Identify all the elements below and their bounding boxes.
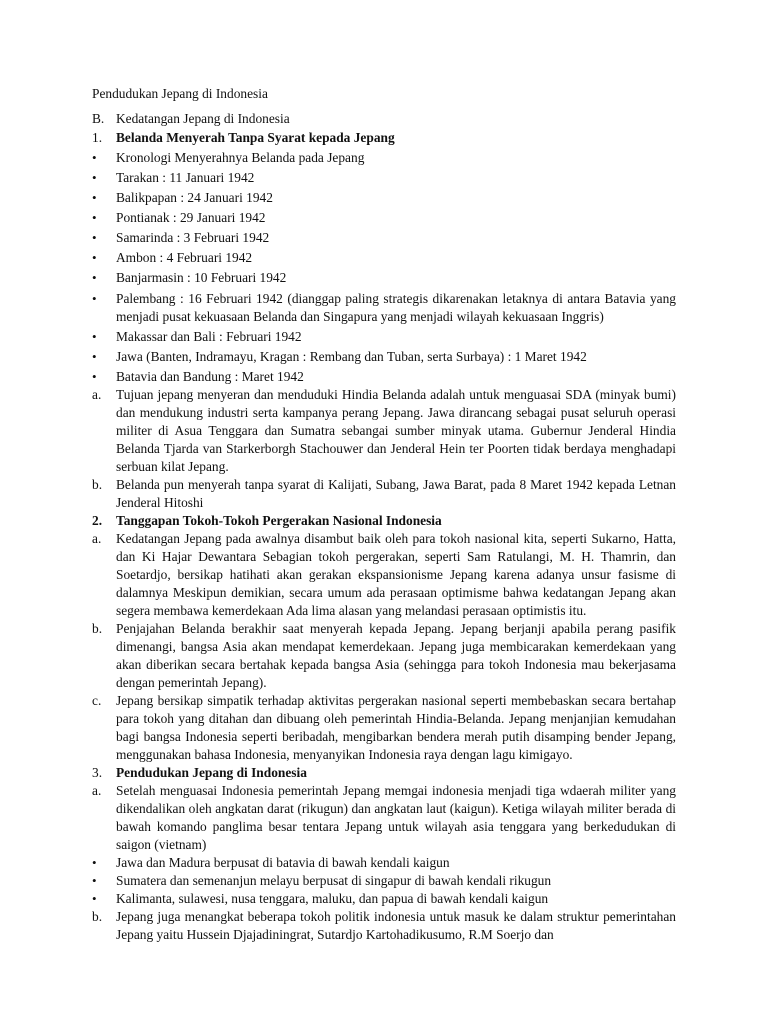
item-text: Pontianak : 29 Januari 1942 bbox=[116, 210, 266, 225]
bullet-item bbox=[92, 229, 676, 247]
item-text: Belanda Menyerah Tanpa Syarat kepada Jepang bbox=[116, 130, 395, 145]
item-text: Tarakan : 11 Januari 1942 bbox=[116, 170, 255, 185]
list-marker: a. bbox=[92, 531, 102, 546]
item-text: Kronologi Menyerahnya Belanda pada Jepang bbox=[116, 150, 365, 165]
bullet-marker: • bbox=[92, 250, 97, 265]
list-item bbox=[92, 692, 676, 764]
bullet-marker: • bbox=[92, 349, 97, 364]
bullet-marker: • bbox=[92, 150, 97, 165]
list-marker: 2. bbox=[92, 513, 103, 528]
item-text: Kedatangan Jepang pada awalnya disambut baik oleh para tokoh nasional kita, seperti Sukarno, Hatta, dan Ki Hajar Dewantara Sebagian tokoh pergerakan, seperti Sam Ratulangi, M. H. Thamrin, dan Soetardjo, bersikap hatihati akan gerakan ekspansionisme Jepang karena adanya unsur fasisme di dalamnya Meskipun demikian, secara umum ada perasaan optimisme bahwa kedatangan Jepang akan segera membawa kemerdekaan Ada lima alasan yang melandasi perasaan optimistis itu. bbox=[116, 531, 676, 618]
bullet-marker: • bbox=[92, 270, 97, 285]
list-item bbox=[92, 386, 676, 476]
bullet-item bbox=[92, 189, 676, 207]
list-item bbox=[92, 908, 676, 944]
bullet-item bbox=[92, 890, 676, 908]
bullet-marker: • bbox=[92, 369, 97, 384]
list-item bbox=[92, 129, 676, 147]
item-text: Ambon : 4 Februari 1942 bbox=[116, 250, 253, 265]
item-text: Belanda pun menyerah tanpa syarat di Kalijati, Subang, Jawa Barat, pada 8 Maret 1942 kepada Letnan Jenderal Hitoshi bbox=[116, 477, 676, 510]
bullet-item bbox=[92, 209, 676, 227]
list-marker: 1. bbox=[92, 130, 103, 145]
document-body bbox=[92, 110, 676, 944]
bullet-marker: • bbox=[92, 873, 97, 888]
item-text: Kedatangan Jepang di Indonesia bbox=[116, 111, 290, 126]
item-text: Pendudukan Jepang di Indonesia bbox=[116, 765, 307, 780]
list-marker: b. bbox=[92, 909, 103, 924]
bullet-item bbox=[92, 249, 676, 267]
item-text: Samarinda : 3 Februari 1942 bbox=[116, 230, 270, 245]
list-item bbox=[92, 620, 676, 692]
list-item bbox=[92, 782, 676, 854]
item-text: Tanggapan Tokoh-Tokoh Pergerakan Nasional Indonesia bbox=[116, 513, 442, 528]
item-text: Batavia dan Bandung : Maret 1942 bbox=[116, 369, 304, 384]
item-text: Penjajahan Belanda berakhir saat menyerah kepada Jepang. Jepang berjanji apabila perang pasifik dimenangi, bangsa Asia akan mendapat kemerdekaan. Jepang juga membicarakan kemerdekaan yang akan diberikan secara bertahak kepada bangsa Asia (sehingga para tokoh Indonesia mau bekerjasama dengan pemerintah Jepang). bbox=[116, 621, 676, 690]
document-title: Pendudukan Jepang di Indonesia bbox=[92, 86, 268, 101]
bullet-item bbox=[92, 149, 676, 167]
list-item bbox=[92, 110, 676, 128]
list-marker: b. bbox=[92, 621, 103, 636]
bullet-marker: • bbox=[92, 170, 97, 185]
bullet-item bbox=[92, 348, 676, 366]
item-text: Sumatera dan semenanjun melayu berpusat di singapur di bawah kendali rikugun bbox=[116, 873, 552, 888]
bullet-item bbox=[92, 169, 676, 187]
list-marker: a. bbox=[92, 783, 102, 798]
item-text: Kalimanta, sulawesi, nusa tenggara, maluku, dan papua di bawah kendali kaigun bbox=[116, 891, 549, 906]
item-text: Balikpapan : 24 Januari 1942 bbox=[116, 190, 273, 205]
list-marker: b. bbox=[92, 477, 103, 492]
list-item bbox=[92, 530, 676, 620]
item-text: Jepang juga menangkat beberapa tokoh politik indonesia untuk masuk ke dalam struktur pemerintahan Jepang yaitu Hussein Djajadiningrat, Sutardjo Kartohadikusumo, R.M Soerjo dan bbox=[116, 909, 676, 942]
bullet-marker: • bbox=[92, 329, 97, 344]
bullet-marker: • bbox=[92, 855, 97, 870]
bullet-item bbox=[92, 368, 676, 386]
list-marker: c. bbox=[92, 693, 102, 708]
item-text: Makassar dan Bali : Februari 1942 bbox=[116, 329, 302, 344]
bullet-item bbox=[92, 328, 676, 346]
item-text: Jawa (Banten, Indramayu, Kragan : Rembang dan Tuban, serta Surbaya) : 1 Maret 1942 bbox=[116, 349, 587, 364]
bullet-marker: • bbox=[92, 210, 97, 225]
list-item bbox=[92, 512, 676, 530]
list-marker: 3. bbox=[92, 765, 103, 780]
item-text: Tujuan jepang menyeran dan menduduki Hindia Belanda adalah untuk menguasai SDA (minyak bumi) dan mendukung industri serta kampanya perang Jepang. Jawa dirancang sebagai pusat seluruh operasi militer di Asua Tenggara dan Sumatra sebangai sumber minyak utama. Gubernur Jenderal Hindia Belanda Tjarda van Starkerborgh Stachouwer dan Jenderal Hein ter Poorten tidak berdaya menghadapi serbuan kilat Jepang. bbox=[116, 387, 676, 474]
list-marker: a. bbox=[92, 387, 102, 402]
list-marker: B. bbox=[92, 111, 105, 126]
item-text: Setelah menguasai Indonesia pemerintah Jepang memgai indonesia menjadi tiga wdaerah militer yang dikendalikan oleh angkatan darat (rikugun) dan angkatan laut (kaigun). Ketiga wilayah militer berada di bawah komando panglima besar tentara Jepang untuk wilayah asia tenggara yang berkedudukan di saigon (vietnam) bbox=[116, 783, 676, 852]
bullet-marker: • bbox=[92, 190, 97, 205]
list-item bbox=[92, 476, 676, 512]
item-text: Banjarmasin : 10 Februari 1942 bbox=[116, 270, 287, 285]
bullet-item bbox=[92, 290, 676, 326]
bullet-item bbox=[92, 854, 676, 872]
item-text: Palembang : 16 Februari 1942 (dianggap paling strategis dikarenakan letaknya di antara Batavia yang menjadi pusat kekuasaan Belanda dan Singapura yang menjadi wilayah kekuasaan Inggris) bbox=[116, 291, 676, 324]
bullet-marker: • bbox=[92, 230, 97, 245]
item-text: Jepang bersikap simpatik terhadap aktivitas pergerakan nasional seperti membebaskan secara bertahap para tokoh yang ditahan dan dibuang oleh pemerintah Hindia-Belanda. Jepang menjanjian kemudahan bagi bangsa Indonesia seperti beribadah, mengibarkan bendera merah putih disamping bender Jepang, menggunakan bahasa Indonesia, menyanyikan Indonesia raya dengan lagu kimigayo. bbox=[116, 693, 676, 762]
bullet-marker: • bbox=[92, 291, 97, 306]
bullet-marker: • bbox=[92, 891, 97, 906]
list-item bbox=[92, 764, 676, 782]
bullet-item bbox=[92, 872, 676, 890]
item-text: Jawa dan Madura berpusat di batavia di bawah kendali kaigun bbox=[116, 855, 450, 870]
bullet-item bbox=[92, 269, 676, 287]
